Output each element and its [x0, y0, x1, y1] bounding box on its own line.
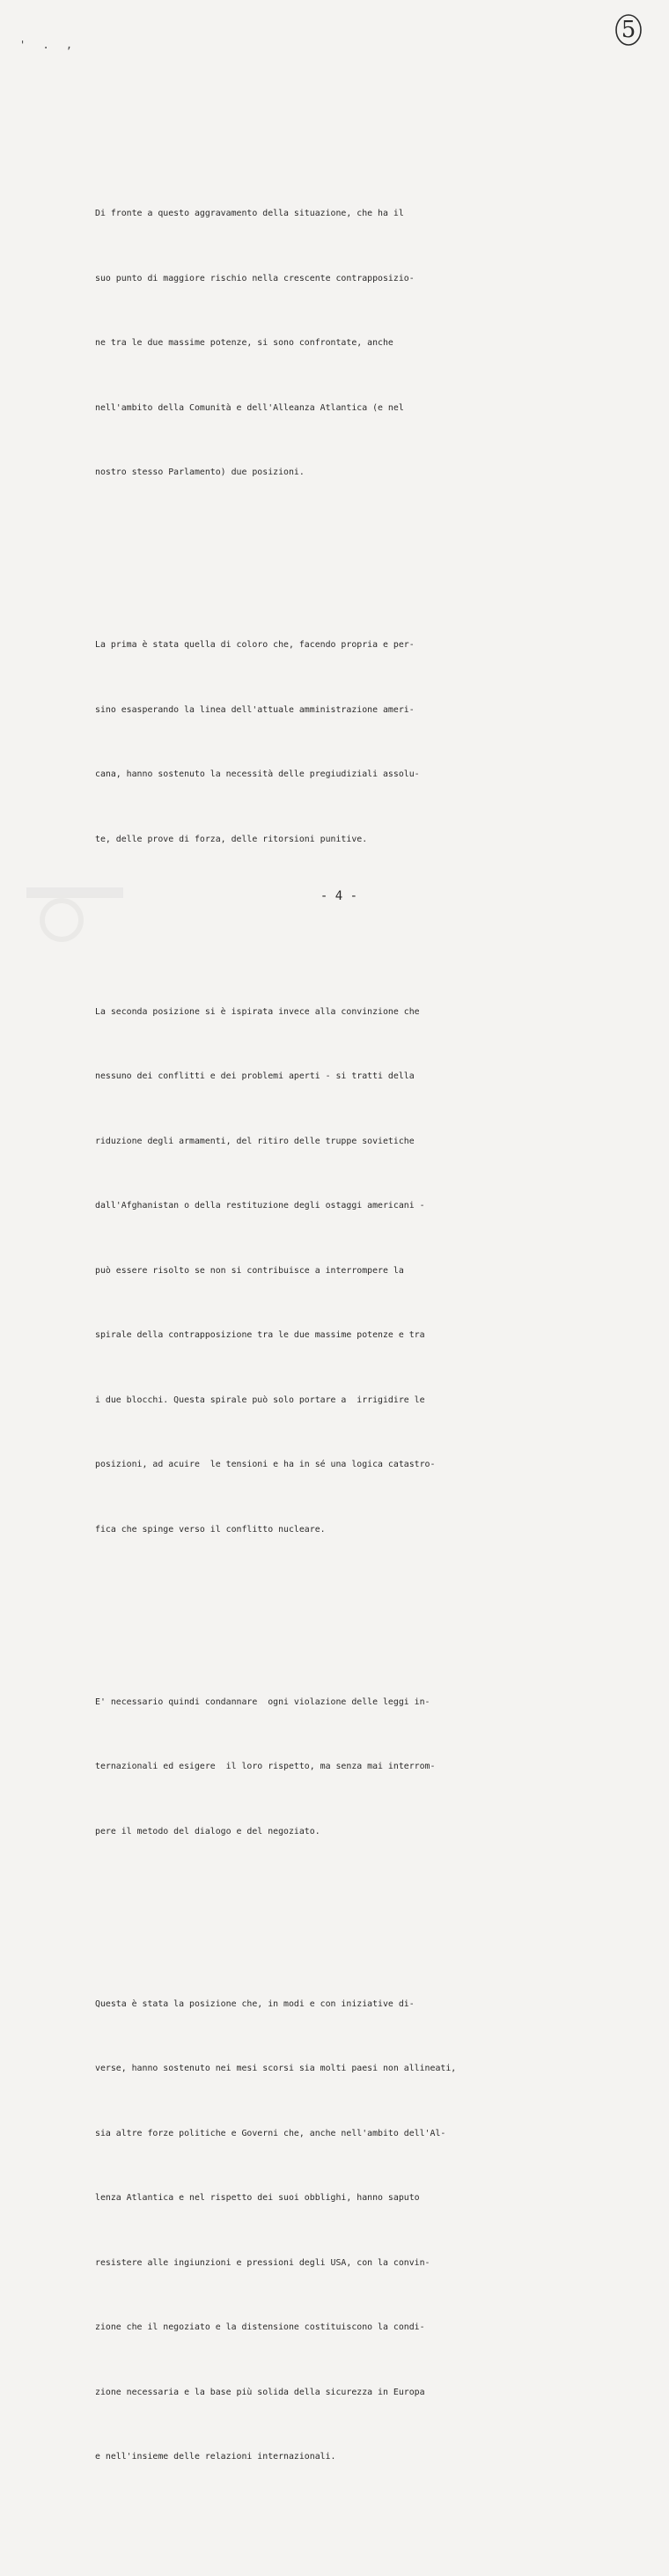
faded-watermark-icon — [26, 880, 132, 942]
text-line: dall'Afghanistan o della restituzione degli ostaggi americani - — [95, 1201, 425, 1211]
text-line: posizioni, ad acuire le tensioni e ha in sé una logica catastro- — [95, 1460, 436, 1469]
text-line: zione che il negoziato e la distensione costituiscono la condi- — [95, 2322, 425, 2332]
paragraph — [95, 592, 669, 894]
paragraph — [95, 1649, 669, 1887]
text-line: Questa è stata la posizione che, in modi e con iniziative di- — [95, 1998, 415, 2009]
text-line: nell'ambito della Comunità e dell'Alleanza Atlantica (e nel — [95, 402, 404, 413]
paragraph — [95, 160, 669, 527]
text-line: zione necessaria e la base più solida della sicurezza in Europa — [95, 2387, 425, 2397]
text-line: e nell'insieme delle relazioni internazionali. — [95, 2452, 336, 2462]
text-line: ternazionali ed esigere il loro rispetto, ma senza mai interrom- — [95, 1762, 436, 1771]
text-line: spirale della contrapposizione tra le due massime potenze e tra — [95, 1330, 425, 1340]
text-line: La prima è stata quella di coloro che, facendo propria e per- — [95, 640, 415, 650]
text-line: i due blocchi. Questa spirale può solo portare a irrigidire le — [95, 1395, 425, 1405]
text-line: resistere alle ingiunzioni e pressioni degli USA, con la convin- — [95, 2257, 430, 2268]
text-line: ne tra le due massime potenze, si sono confrontate, anche — [95, 338, 393, 348]
paragraph — [95, 959, 669, 1585]
text-line: riduzione degli armamenti, del ritiro delle truppe sovietiche — [95, 1136, 415, 1146]
text-line: lenza Atlantica e nel rispetto dei suoi obblighi, hanno saputo — [95, 2193, 420, 2203]
text-line: nessuno dei conflitti e dei problemi aperti - si tratti della — [95, 1071, 415, 1081]
text-line: sino esasperando la linea dell'attuale amministrazione ameri- — [95, 704, 415, 715]
text-line: La seconda posizione si è ispirata invece alla convinzione che — [95, 1006, 420, 1017]
text-line: sia altre forze politiche e Governi che, anche nell'ambito dell'Al- — [95, 2128, 446, 2138]
text-line: nostro stesso Parlamento) due posizioni. — [95, 467, 305, 477]
text-line: verse, hanno sostenuto nei mesi scorsi sia molti paesi non allineati, — [95, 2064, 457, 2073]
page-stamp-number: 5 — [621, 17, 636, 43]
corner-marks: ' . , — [19, 39, 78, 51]
text-line: suo punto di maggiore rischio nella crescente contrapposizio- — [95, 273, 415, 283]
page-number: - 4 - — [320, 889, 358, 903]
page-stamp — [614, 12, 643, 48]
text-line: E' necessario quindi condannare ogni violazione delle leggi in- — [95, 1696, 430, 1707]
paragraph — [95, 1951, 669, 2512]
text-line: cana, hanno sostenuto la necessità delle pregiudiziali assolu- — [95, 769, 420, 779]
text-line: pere il metodo del dialogo e del negoziato. — [95, 1826, 320, 1836]
text-line: te, delle prove di forza, delle ritorsioni punitive. — [95, 834, 368, 844]
body-text — [95, 117, 669, 2576]
text-line: può essere risolto se non si contribuisce a interrompere la — [95, 1265, 404, 1276]
text-line: fica che spinge verso il conflitto nucleare. — [95, 1524, 326, 1535]
text-line: Di fronte a questo aggravamento della situazione, che ha il — [95, 209, 404, 218]
